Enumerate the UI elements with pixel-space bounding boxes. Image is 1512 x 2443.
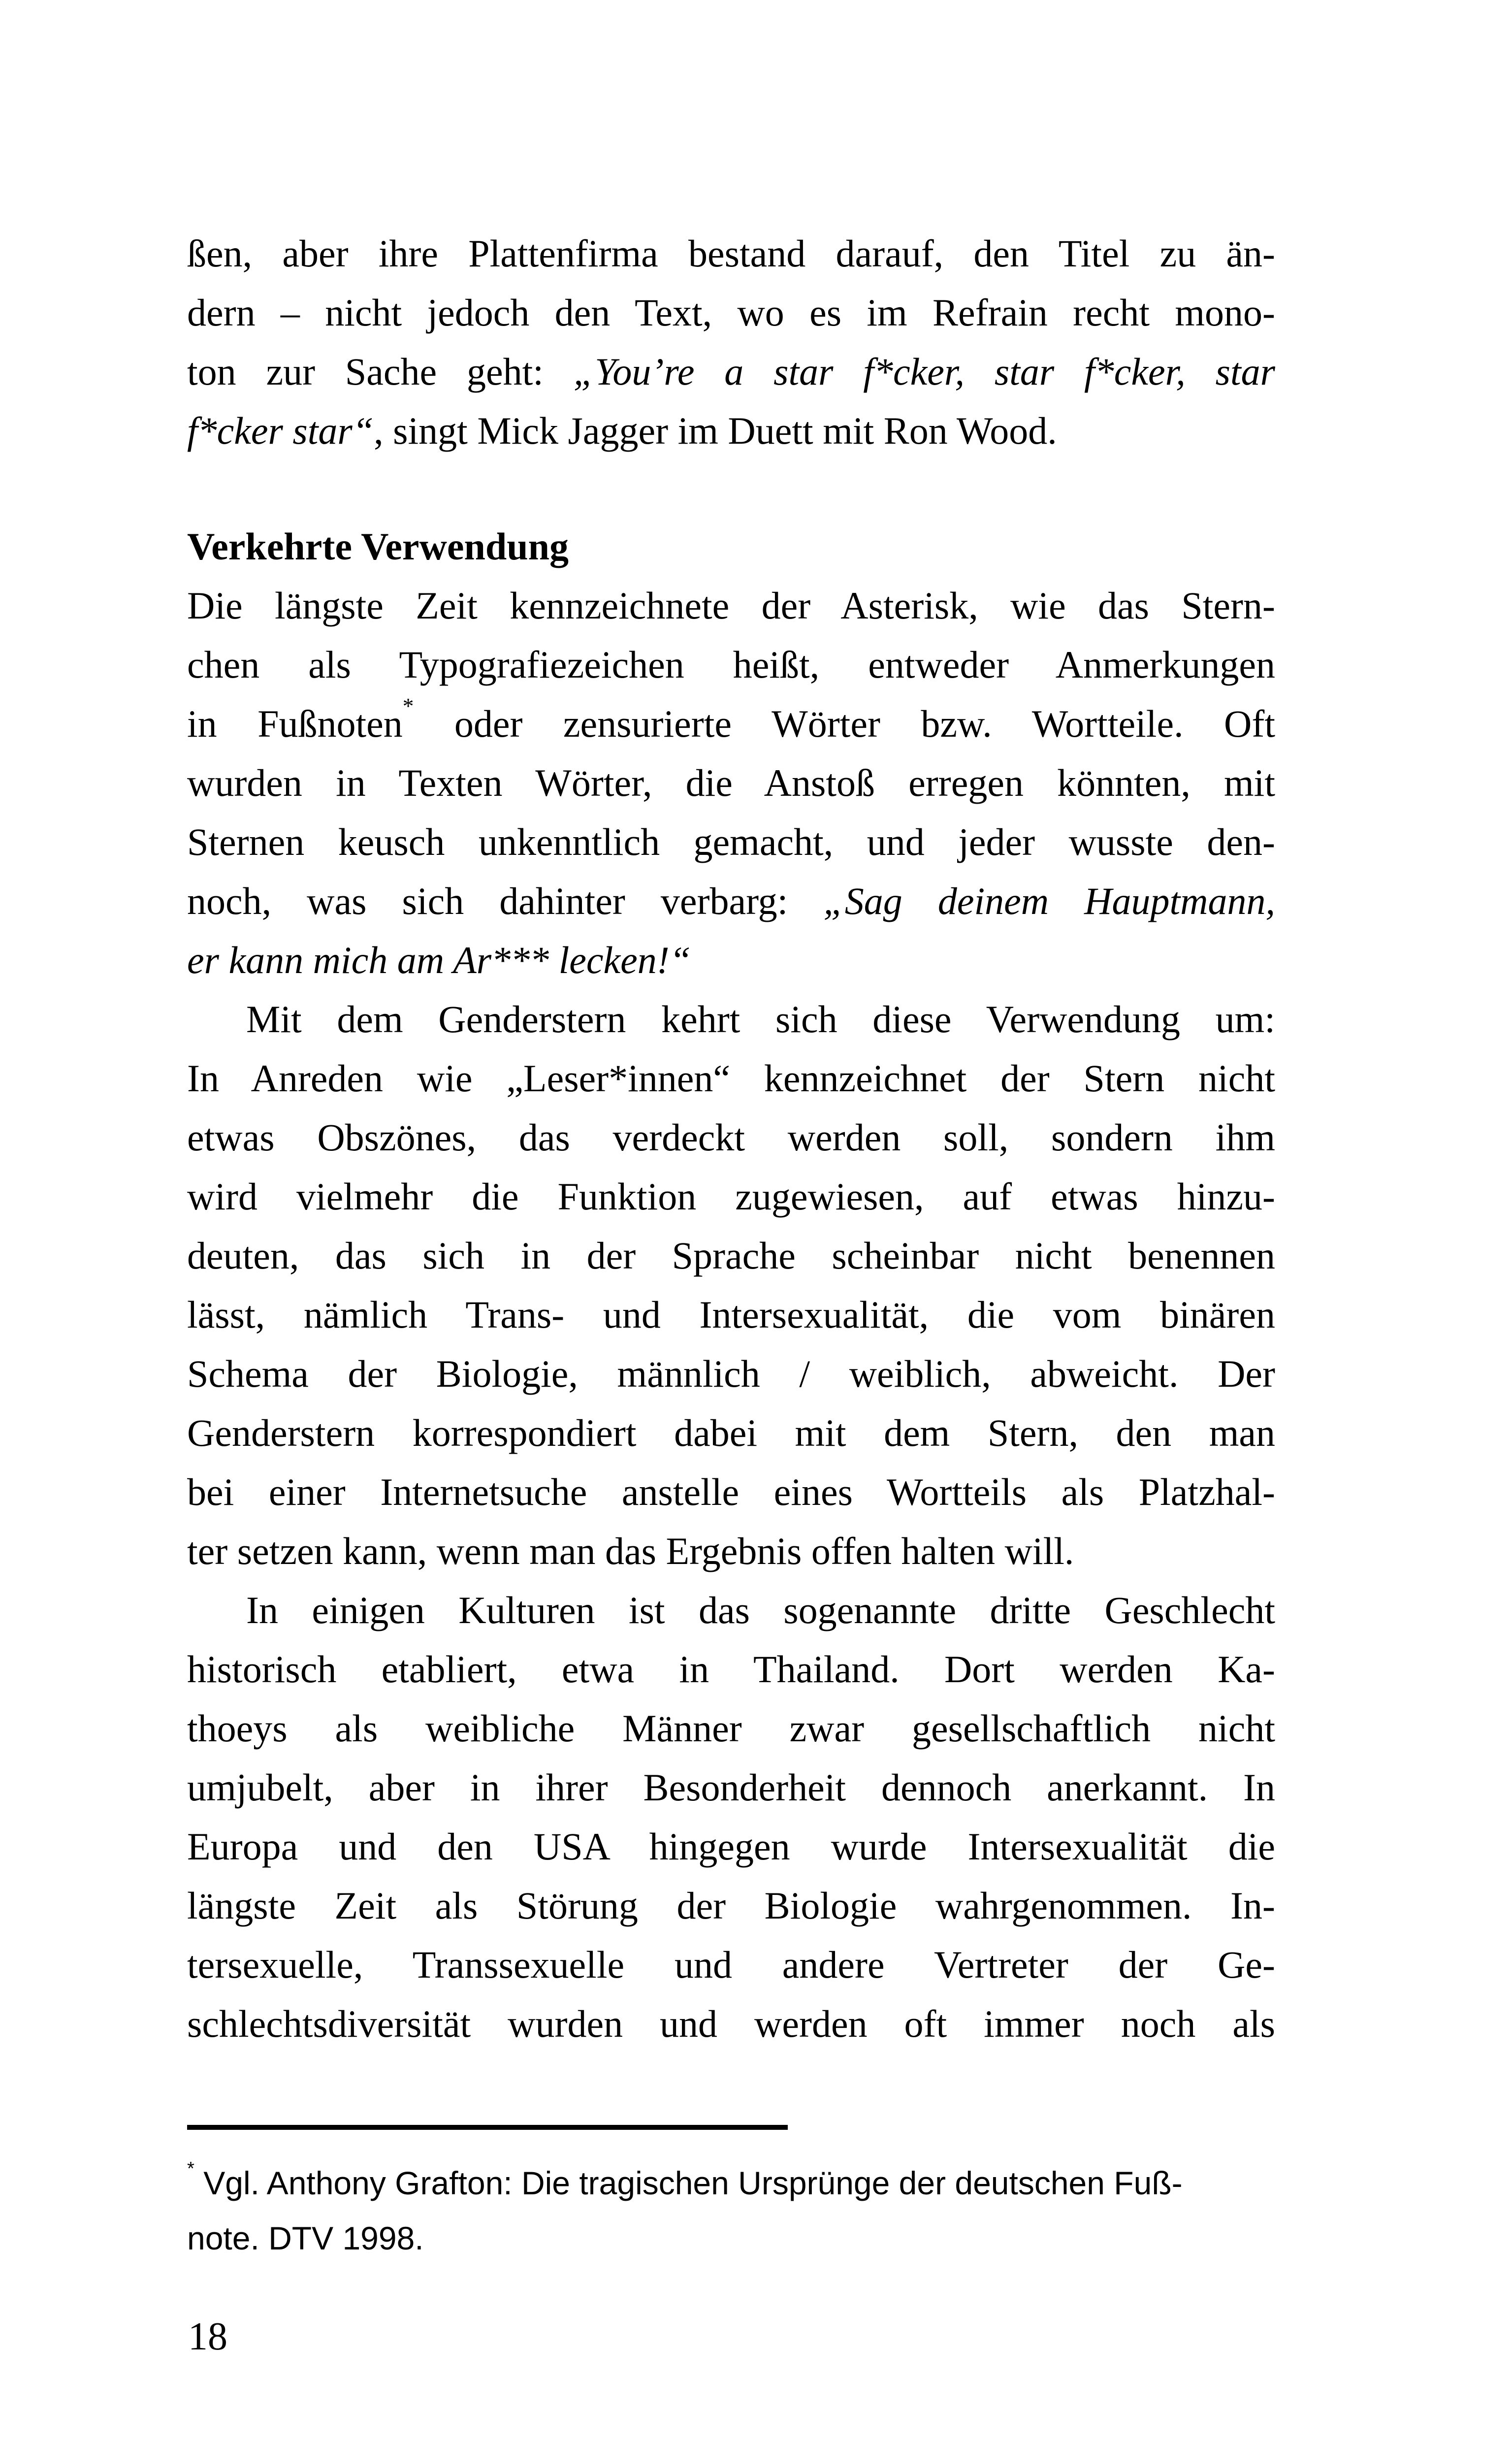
text-line: Sternen keusch unkenntlich gemacht, und jeder wusste den- xyxy=(187,820,1275,863)
text-line: schlechtsdiversität wurden und werden oft immer noch als xyxy=(187,2002,1275,2045)
section-heading: Verkehrte Verwendung xyxy=(187,525,569,568)
paragraph-gap xyxy=(187,460,1275,517)
text-line: Die längste Zeit kennzeichnete der Asterisk, wie das Stern- xyxy=(187,584,1275,627)
text-line: ton zur Sache geht: „You’re a star f*cker, star f*cker, star xyxy=(187,350,1275,393)
footnote-line: note. DTV 1998. xyxy=(187,2220,424,2256)
text-line: längste Zeit als Störung der Biologie wahrgenommen. In- xyxy=(187,1884,1275,1927)
text-line: Europa und den USA hingegen wurde Intersexualität die xyxy=(187,1825,1275,1868)
text-line: etwas Obszönes, das verdeckt werden soll, sondern ihm xyxy=(187,1116,1275,1159)
page-number: 18 xyxy=(188,2315,227,2358)
text-line: dern – nicht jedoch den Text, wo es im Refrain recht mono- xyxy=(187,291,1275,334)
text-line: noch, was sich dahinter verbarg: „Sag deinem Hauptmann, xyxy=(187,879,1275,922)
text-line: wird vielmehr die Funktion zugewiesen, auf etwas hinzu- xyxy=(187,1175,1275,1218)
text-line: ßen, aber ihre Plattenfirma bestand darauf, den Titel zu än- xyxy=(187,232,1275,275)
text-line: bei einer Internetsuche anstelle eines Wortteils als Platzhal- xyxy=(187,1470,1275,1513)
text-line: In einigen Kulturen ist das sogenannte dritte Geschlecht xyxy=(246,1589,1275,1631)
text-line: chen als Typografiezeichen heißt, entweder Anmerkungen xyxy=(187,643,1275,686)
text-line: historisch etabliert, etwa in Thailand. Dort werden Ka- xyxy=(187,1648,1275,1691)
text-line: wurden in Texten Wörter, die Anstoß erregen könnten, mit xyxy=(187,761,1275,804)
footnote-line: * Vgl. Anthony Grafton: Die tragischen Ursprünge der deutschen Fuß- xyxy=(187,2157,1183,2201)
text-line: in Fußnoten* oder zensurierte Wörter bzw. Wortteile. Oft xyxy=(187,694,1275,745)
text-line: tersexuelle, Transsexuelle und andere Vertreter der Ge- xyxy=(187,1943,1275,1986)
text-line: ter setzen kann, wenn man das Ergebnis offen halten will. xyxy=(187,1530,1074,1572)
footnote-marker-asterisk: * xyxy=(402,694,414,718)
text-line: f*cker star“, singt Mick Jagger im Duett mit Ron Wood. xyxy=(187,409,1057,452)
text-line: er kann mich am Ar*** lecken!“ xyxy=(187,939,691,981)
footnote xyxy=(187,2125,1300,2266)
text-line: Mit dem Genderstern kehrt sich diese Verwendung um: xyxy=(246,998,1275,1041)
footnote-marker-asterisk: * xyxy=(187,2157,194,2179)
footnote-lines xyxy=(187,2155,1300,2266)
text-line: Genderstern korrespondiert dabei mit dem Stern, den man xyxy=(187,1411,1275,1454)
text-line: Schema der Biologie, männlich / weiblich, abweicht. Der xyxy=(187,1352,1275,1395)
footnote-separator xyxy=(187,2125,788,2130)
text-line: lässt, nämlich Trans- und Intersexualität, die vom binären xyxy=(187,1293,1275,1336)
text-line: umjubelt, aber in ihrer Besonderheit dennoch anerkannt. In xyxy=(187,1766,1275,1809)
text-line: thoeys als weibliche Männer zwar gesellschaftlich nicht xyxy=(187,1707,1275,1750)
text-line: In Anreden wie „Leser*innen“ kennzeichnet der Stern nicht xyxy=(187,1057,1275,1100)
body-text xyxy=(187,224,1275,2053)
text-line: deuten, das sich in der Sprache scheinbar nicht benennen xyxy=(187,1234,1275,1277)
